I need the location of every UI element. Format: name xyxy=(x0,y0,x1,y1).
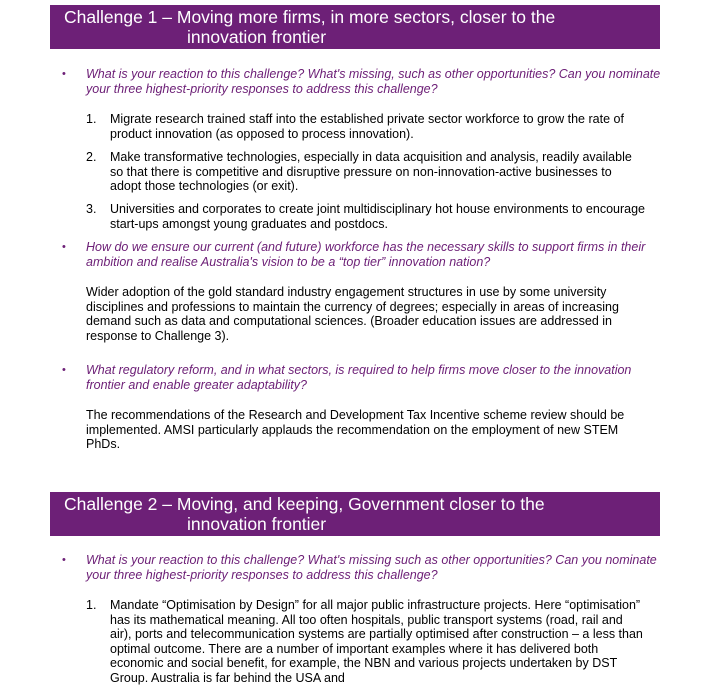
list-item xyxy=(86,112,646,141)
challenge-1-question-1 xyxy=(62,67,662,97)
list-text: Mandate “Optimisation by Design” for all major public infrastructure projects. Here “optimisation” has its mathematical meaning. All too often hospitals, public transport systems (road, rail and air), ports and telecommunication systems are partially optimised after construction – a less than optimal outcome. There are a number of important examples where it has delivered both economic and social benefit, for example, the NBN and various projects undertaken by DST Group. Australia is far behind the USA and xyxy=(110,598,643,685)
list-number: 3. xyxy=(86,202,97,216)
question-text: How do we ensure our current (and future) workforce has the necessary skills to support firms in their ambition and realise Australia's vision to be a “top tier” innovation nation? xyxy=(86,240,646,269)
question-text: What is your reaction to this challenge? What's missing such as other opportunities? Can you nominate your three highest-priority responses to address this challenge? xyxy=(86,553,657,582)
challenge-1-title-line1: Challenge 1 – Moving more firms, in more sectors, closer to the xyxy=(64,7,556,27)
list-number: 1. xyxy=(86,598,97,612)
challenge-2-title-line2: innovation frontier xyxy=(187,514,327,534)
list-item xyxy=(86,598,646,685)
challenge-1-title-line2: innovation frontier xyxy=(187,27,327,47)
challenge-1-answer-2: Wider adoption of the gold standard industry engagement structures in use by some university disciplines and professions to maintain the currency of degrees; especially in areas of increasing demand such as data and computational sciences. (Broader education issues are addressed in response to Challenge 3). xyxy=(86,285,619,343)
challenge-1-heading xyxy=(50,5,660,49)
list-text: Make transformative technologies, especially in data acquisition and analysis, readily available so that there is competitive and disruptive pressure on non-innovation-active businesses to adopt those technologies (or exit). xyxy=(110,150,632,193)
list-text: Migrate research trained staff into the established private sector workforce to grow the rate of product innovation (as opposed to process innovation). xyxy=(110,112,624,141)
challenge-2-title-line1: Challenge 2 – Moving, and keeping, Government closer to the xyxy=(64,494,545,514)
list-number: 1. xyxy=(86,112,97,126)
challenge-1-answer-3: The recommendations of the Research and Development Tax Incentive scheme review should be implemented. AMSI particularly applauds the recommendation on the employment of new STEM PhDs. xyxy=(86,408,625,451)
challenge-2-heading xyxy=(50,492,660,536)
list-item xyxy=(86,150,646,194)
challenge-2-question-1 xyxy=(62,553,662,583)
question-text: What regulatory reform, and in what sectors, is required to help firms move closer to the innovation frontier and enable greater adaptability? xyxy=(86,363,632,392)
bullet-icon: • xyxy=(62,68,66,80)
challenge-1-question-3 xyxy=(62,363,662,393)
bullet-icon: • xyxy=(62,364,66,376)
question-text: What is your reaction to this challenge? What's missing, such as other opportunities? Can you nominate your three highest-priority responses to address this challenge? xyxy=(86,67,661,96)
challenge-1-question-2 xyxy=(62,240,662,270)
bullet-icon: • xyxy=(62,241,66,253)
list-text: Universities and corporates to create joint multidisciplinary hot house environments to encourage start-ups amongst young graduates and postdocs. xyxy=(110,202,646,231)
list-number: 2. xyxy=(86,150,97,164)
bullet-icon: • xyxy=(62,554,66,566)
list-item xyxy=(86,202,646,231)
